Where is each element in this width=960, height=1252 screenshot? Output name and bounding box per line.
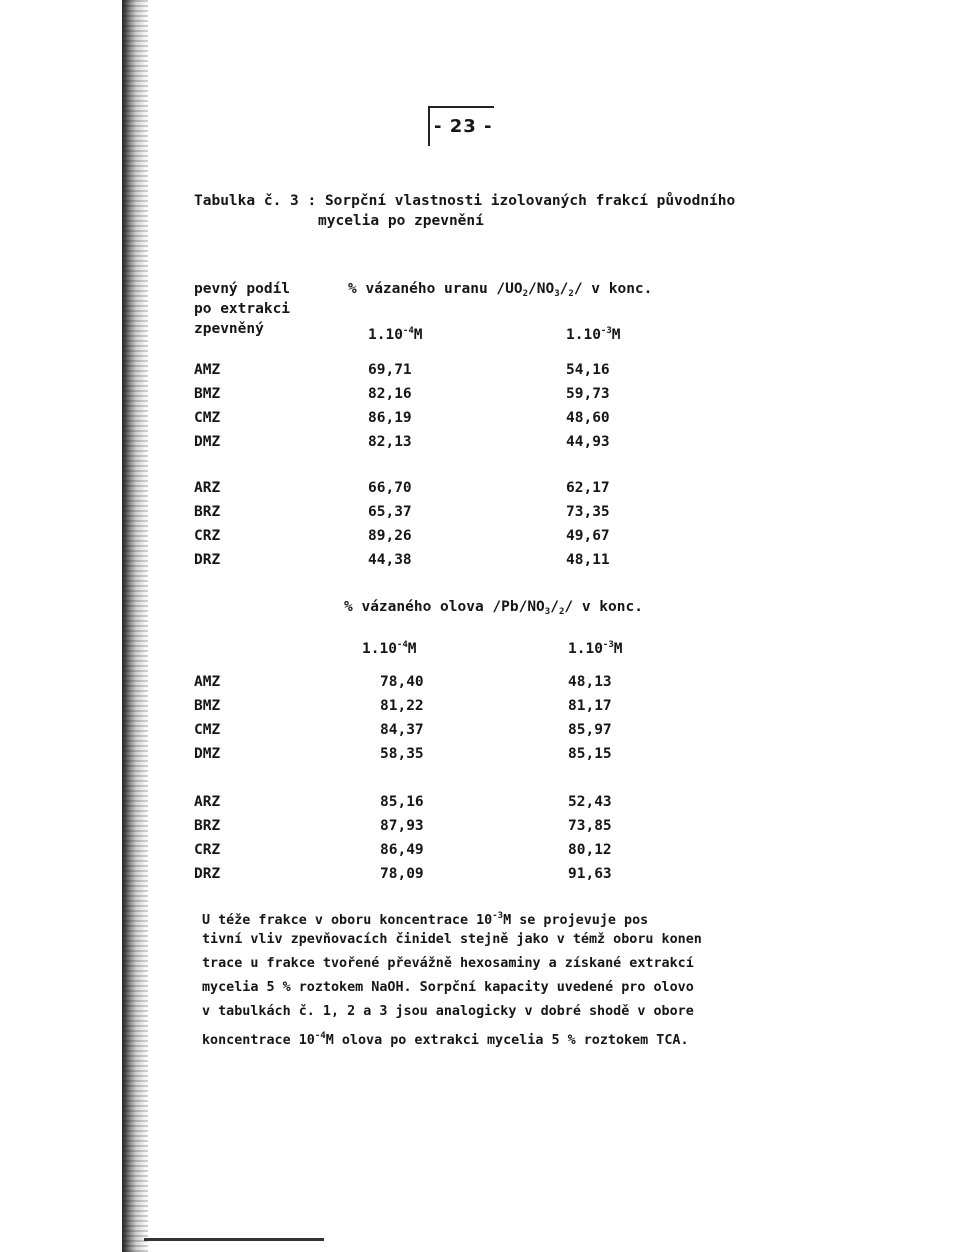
header-left-line3: zpevněný: [194, 321, 264, 337]
value-1e-3: 80,12: [568, 842, 612, 858]
paragraph-line2: tivní vliv zpevňovacích činidel stejně jako v témž oboru konen: [202, 932, 702, 947]
table-row: [0, 698, 960, 718]
row-label: ARZ: [194, 794, 221, 810]
table1-title: % vázaného uranu $/UO_2/NO_3/_2/$ v konc.: [348, 281, 653, 299]
scan-edge-line: [144, 1238, 324, 1241]
value-1e-3: 48,60: [566, 410, 610, 426]
value-1e-4: 86,19: [368, 410, 412, 426]
value-1e-3: 48,13: [568, 674, 612, 690]
table-row: [0, 842, 960, 862]
scan-edge-shadow: [122, 0, 148, 1252]
value-1e-4: 78,09: [380, 866, 424, 882]
value-1e-4: 89,26: [368, 528, 412, 544]
value-1e-3: 91,63: [568, 866, 612, 882]
value-1e-3: 73,85: [568, 818, 612, 834]
row-label: CMZ: [194, 410, 221, 426]
row-label: BMZ: [194, 698, 221, 714]
row-label: BRZ: [194, 818, 221, 834]
row-label: AMZ: [194, 674, 221, 690]
table-row: [0, 410, 960, 430]
table-row: [0, 504, 960, 524]
row-label: BRZ: [194, 504, 221, 520]
row-label: AMZ: [194, 362, 221, 378]
value-1e-4: 81,22: [380, 698, 424, 714]
table-row: [0, 866, 960, 886]
value-1e-4: 65,37: [368, 504, 412, 520]
table2-conc-1e-4: $1.10^{-4}M$: [362, 640, 417, 657]
value-1e-4: 66,70: [368, 480, 412, 496]
paragraph-line1: U téže frakce v oboru koncentrace $10^{-3}M$ se projevuje pos: [202, 911, 649, 928]
row-label: DRZ: [194, 552, 221, 568]
value-1e-3: 52,43: [568, 794, 612, 810]
page-number: - 23 -: [428, 106, 494, 146]
paragraph-line6: koncentrace $10^{-4}M$ olova po extrakci mycelia 5 % roztokem TCA.: [202, 1031, 689, 1048]
row-label: CRZ: [194, 528, 221, 544]
value-1e-3: 54,16: [566, 362, 610, 378]
row-label: CMZ: [194, 722, 221, 738]
value-1e-3: 81,17: [568, 698, 612, 714]
row-label: ARZ: [194, 480, 221, 496]
value-1e-4: 44,38: [368, 552, 412, 568]
value-1e-4: 82,13: [368, 434, 412, 450]
row-label: BMZ: [194, 386, 221, 402]
value-1e-4: 58,35: [380, 746, 424, 762]
table-row: [0, 480, 960, 500]
value-1e-3: 44,93: [566, 434, 610, 450]
paragraph-line5: v tabulkách č. 1, 2 a 3 jsou analogicky v dobré shodě v obore: [202, 1004, 694, 1019]
value-1e-3: 85,97: [568, 722, 612, 738]
row-label: CRZ: [194, 842, 221, 858]
value-1e-4: 78,40: [380, 674, 424, 690]
row-label: DMZ: [194, 434, 221, 450]
value-1e-3: 49,67: [566, 528, 610, 544]
value-1e-3: 59,73: [566, 386, 610, 402]
value-1e-4: 82,16: [368, 386, 412, 402]
table-row: [0, 818, 960, 838]
table2-conc-1e-3: $1.10^{-3}M$: [568, 640, 623, 657]
table-row: [0, 528, 960, 548]
paragraph-line4: mycelia 5 % roztokem NaOH. Sorpční kapacity uvedené pro olovo: [202, 980, 694, 995]
table-row: [0, 362, 960, 382]
header-left-line2: po extrakci: [194, 301, 291, 317]
table-row: [0, 674, 960, 694]
value-1e-4: 84,37: [380, 722, 424, 738]
table-row: [0, 434, 960, 454]
value-1e-3: 85,15: [568, 746, 612, 762]
row-label: DRZ: [194, 866, 221, 882]
header-left-line1: pevný podíl: [194, 281, 291, 297]
table1-conc-1e-4: $1.10^{-4}M$: [368, 326, 423, 343]
value-1e-4: 86,49: [380, 842, 424, 858]
paragraph-line3: trace u frakce tvořené převážně hexosaminy a získané extrakcí: [202, 956, 694, 971]
table-row: [0, 386, 960, 406]
table-row: [0, 746, 960, 766]
value-1e-3: 48,11: [566, 552, 610, 568]
value-1e-4: 87,93: [380, 818, 424, 834]
row-label: DMZ: [194, 746, 221, 762]
table1-conc-1e-3: $1.10^{-3}M$: [566, 326, 621, 343]
table-row: [0, 722, 960, 742]
value-1e-3: 73,35: [566, 504, 610, 520]
value-1e-4: 69,71: [368, 362, 412, 378]
value-1e-3: 62,17: [566, 480, 610, 496]
table-row: [0, 552, 960, 572]
table2-title: % vázaného olova $/Pb/NO_3/_2/$ v konc.: [344, 599, 643, 617]
table-row: [0, 794, 960, 814]
value-1e-4: 85,16: [380, 794, 424, 810]
table-caption-line2: mycelia po zpevnění: [318, 213, 484, 229]
table-caption-line1: Tabulka č. 3 : Sorpční vlastnosti izolovaných frakcí původního: [194, 193, 736, 209]
